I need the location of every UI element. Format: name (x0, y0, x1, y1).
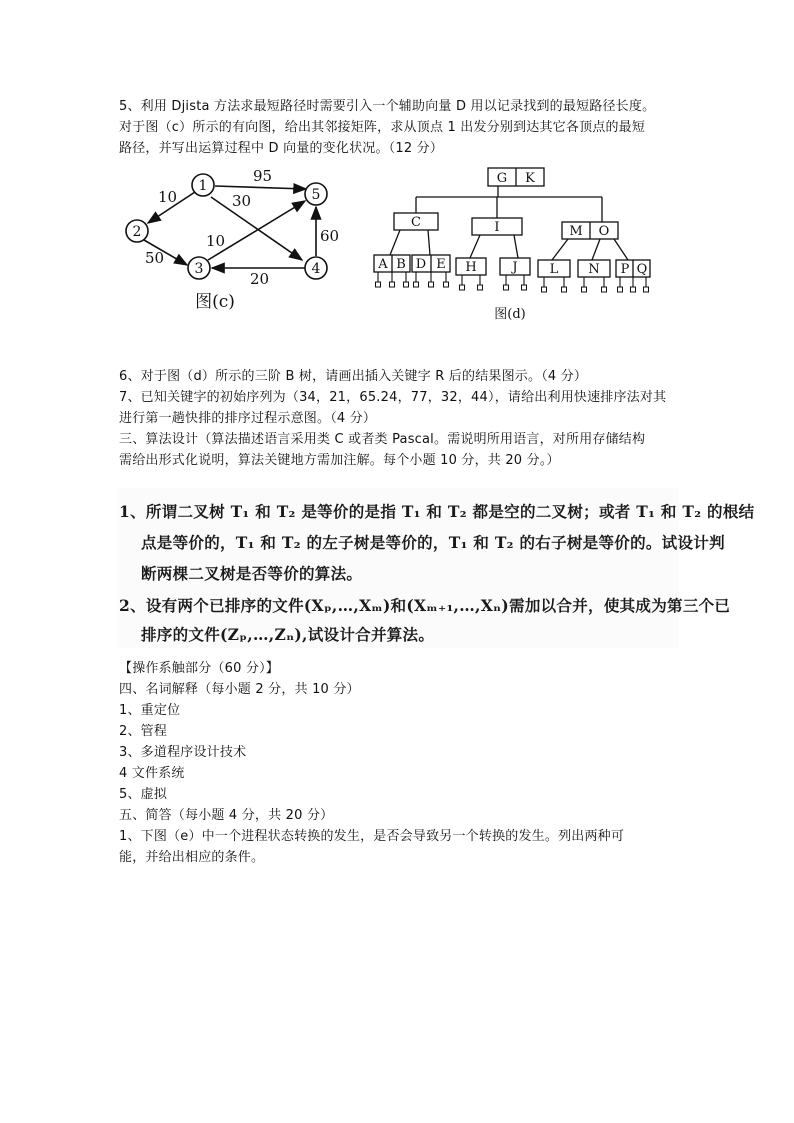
section3-line-1: 三、算法设计（算法描述语言采用类 C 或者类 Pascal。需说明所用语言，对所用存储结构 (119, 432, 646, 447)
term-1: 1、重定位 (119, 703, 181, 718)
leaf-key-e: E (436, 257, 446, 272)
section5-heading: 五、简答（每小题 4 分，共 20 分） (119, 808, 334, 823)
short-q1-line-2: 能，并给出相应的条件。 (119, 850, 265, 865)
leaf-key-d: D (415, 257, 427, 272)
figure-d-caption: 图(d) (494, 307, 526, 322)
root-key-k: K (525, 171, 535, 186)
os-section-title: 【操作系触部分（60 分）】 (119, 661, 279, 676)
q7-line-2: 进行第一趟快排的排序过程示意图。（4 分） (119, 411, 377, 426)
scan-line-1: 1、所谓二叉树 T₁ 和 T₂ 是等价的是指 T₁ 和 T₂ 都是空的二叉树；或者 T₁ 和 T₂ 的根结 (119, 502, 755, 521)
leaf-key-n: N (588, 262, 600, 277)
leaf-key-j: J (512, 260, 518, 275)
q5-line-3: 路径，并写出运算过程中 D 向量的变化状况。（12 分） (119, 141, 444, 156)
key-m: M (569, 224, 583, 239)
term-3: 3、多道程序设计技术 (119, 745, 247, 760)
leaf-key-l: L (549, 262, 559, 277)
leaf-key-b: B (396, 257, 406, 272)
vertex-label-4: 4 (311, 261, 321, 277)
scan-line-4: 2、设有两个已排序的文件(Xₚ,…,Xₘ)和(Xₘ₊₁,…,Xₙ)需加以合并，使其成为第三个已 (119, 596, 731, 615)
term-5: 5、虚拟 (119, 787, 168, 802)
weight-1-2: 10 (158, 188, 178, 206)
weight-1-5: 95 (253, 167, 273, 185)
figure-c-caption: 图(c) (195, 292, 235, 312)
leaf-key-q: Q (636, 262, 648, 277)
leaf-key-a: A (378, 257, 388, 272)
leaf-key-p: P (620, 262, 630, 277)
weight-4-5: 60 (320, 227, 340, 245)
key-c: C (411, 215, 421, 230)
scan-line-2: 点是等价的，T₁ 和 T₂ 的左子树是等价的，T₁ 和 T₂ 的右子树是等价的。试设计判 (141, 533, 725, 552)
term-2: 2、管程 (119, 724, 168, 739)
key-i: I (494, 220, 500, 235)
term-4: 4 文件系统 (119, 766, 185, 781)
q6-line: 6、对于图（d）所示的三阶 B 树，请画出插入关键字 R 后的结果图示。（4 分） (119, 369, 588, 384)
q7-line-1: 7、已知关键字的初始序列为（34，21，65.24，77，32，44），请给出利用快速排序法对其 (119, 390, 667, 405)
figure-d-btree (370, 165, 660, 325)
short-q1-line-1: 1、下图（e）中一个进程状态转换的发生，是否会导致另一个转换的发生。列出两种可 (119, 829, 625, 844)
figure-c-graph (120, 165, 345, 315)
root-key-g: G (496, 171, 508, 186)
weight-3-5: 10 (206, 232, 226, 250)
key-o: O (598, 224, 610, 239)
scanned-excerpt (117, 488, 755, 648)
vertex-label-5: 5 (311, 187, 321, 203)
weight-2-3: 50 (145, 249, 165, 267)
section4-heading: 四、名词解释（每小题 2 分，共 10 分） (119, 682, 360, 697)
vertex-label-3: 3 (194, 261, 204, 277)
scan-line-3: 断两棵二叉树是否等价的算法。 (141, 564, 363, 583)
weight-4-3: 20 (250, 270, 270, 288)
vertex-label-1: 1 (198, 178, 208, 194)
scan-line-5: 排序的文件(Zₚ,…,Zₙ),试设计合并算法。 (141, 625, 435, 644)
edge-1-5 (215, 186, 306, 189)
section3-line-2: 需给出形式化说明，算法关键地方需加注解。每个小题 10 分，共 20 分。） (119, 453, 560, 468)
q5-line-1: 5、利用 Djista 方法求最短路径时需要引入一个辅助向量 D 用以记录找到的最短路径长度。 (119, 99, 656, 114)
weight-1-4: 30 (232, 192, 252, 210)
vertex-label-2: 2 (132, 224, 142, 240)
q5-line-2: 对于图（c）所示的有向图，给出其邻接矩阵，求从顶点 1 出发分别到达其它各顶点的最短 (119, 120, 646, 135)
leaf-key-h: H (465, 260, 477, 275)
